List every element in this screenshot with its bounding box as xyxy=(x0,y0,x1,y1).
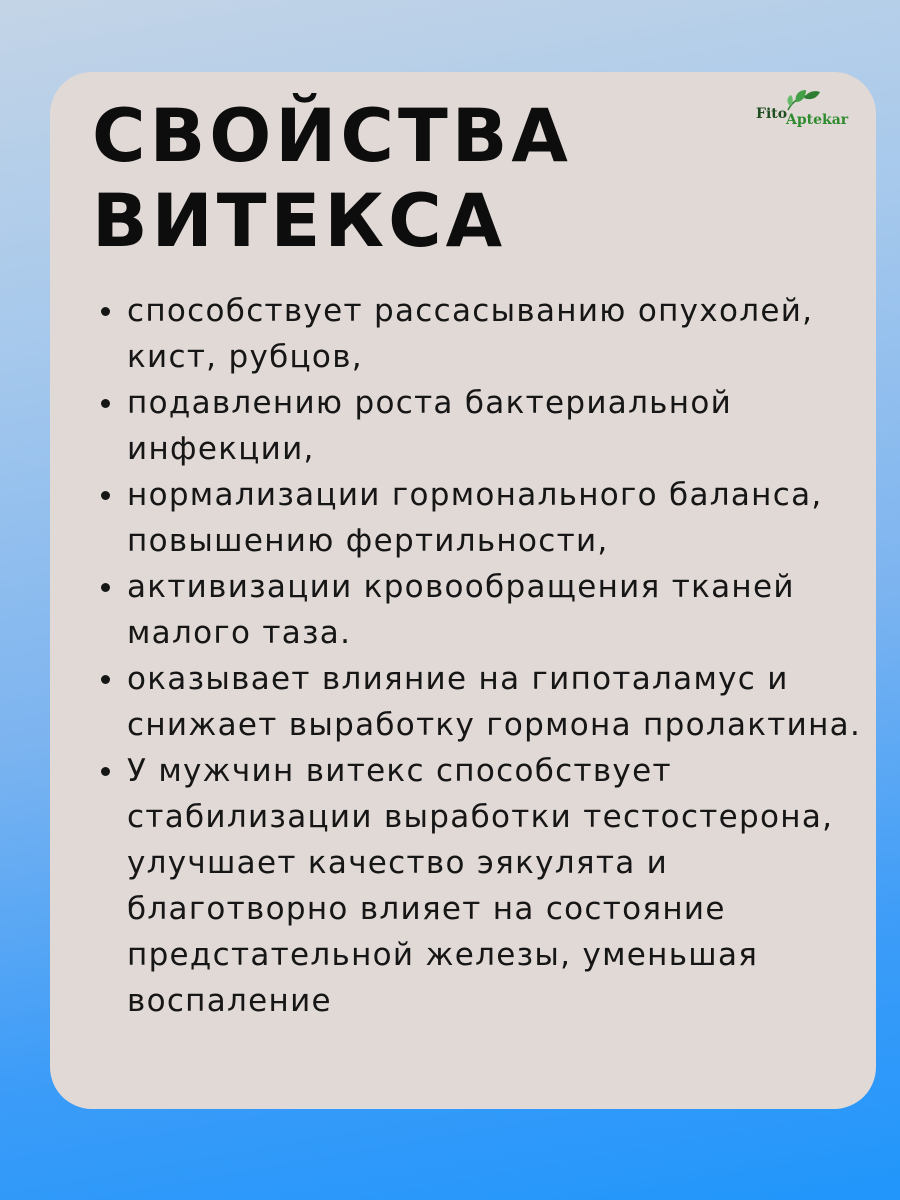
page-title xyxy=(92,94,572,264)
bullet-icon xyxy=(101,675,110,684)
list-item xyxy=(95,564,875,656)
bullet-icon xyxy=(101,491,110,500)
list-item xyxy=(95,656,875,748)
title-line-1: СВОЙСТВА xyxy=(92,94,572,179)
list-item xyxy=(95,288,875,380)
list-item-text: оказывает влияние на гипоталамус и снижает выработку гормона пролактина. xyxy=(127,661,862,743)
bullet-icon xyxy=(101,583,110,592)
list-item xyxy=(95,748,875,1024)
list-item-text: способствует рассасыванию опухолей, кист, рубцов, xyxy=(127,293,814,375)
leaf-icon xyxy=(782,88,822,114)
list-item-text: нормализации гормонального баланса, повышению фертильности, xyxy=(127,477,823,559)
bullet-icon xyxy=(101,767,110,776)
logo-text-aptekar: Aptekar xyxy=(786,112,849,128)
list-item-text: подавлению роста бактериальной инфекции, xyxy=(127,385,733,467)
bullet-icon xyxy=(101,399,110,408)
list-item-text: У мужчин витекс способствует стабилизации выработки тестостерона, улучшает качество эякулята и благотворно влияет на состояние предстательной железы, уменьшая воспаление xyxy=(127,753,834,1019)
properties-list xyxy=(95,288,875,1024)
title-line-2: ВИТЕКСА xyxy=(92,179,507,264)
list-item xyxy=(95,380,875,472)
list-item-text: активизации кровообращения тканей малого таза. xyxy=(127,569,795,651)
content-card xyxy=(50,72,876,1109)
brand-logo xyxy=(748,88,868,132)
list-item xyxy=(95,472,875,564)
logo-text-fito: Fito xyxy=(756,106,788,122)
bullet-icon xyxy=(101,307,110,316)
